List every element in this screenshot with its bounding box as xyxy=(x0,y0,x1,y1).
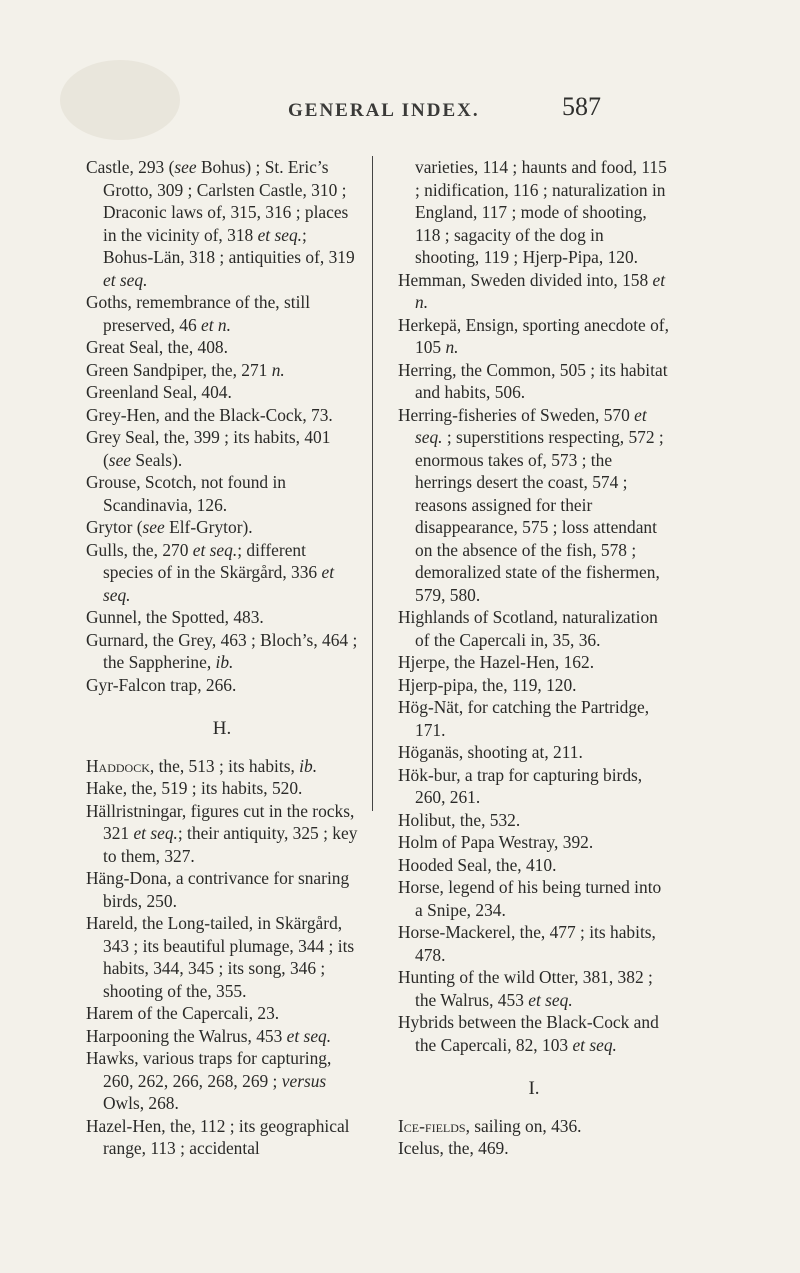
entry-italic: et seq. xyxy=(103,269,148,290)
index-entry xyxy=(398,269,670,314)
entry-text: Gunnel, the Spotted, 483. xyxy=(86,607,264,627)
entry-italic: n. xyxy=(445,337,459,357)
entry-text: Hök-bur, a trap for capturing birds, 260, 261. xyxy=(398,764,643,807)
entry-italic: et seq. xyxy=(133,823,178,843)
index-entry xyxy=(86,381,358,404)
page-number: 587 xyxy=(562,92,601,121)
entry-text: Häng-Dona, a contrivance for snaring birds, 250. xyxy=(86,868,350,911)
entry-text: Gurnard, the Grey, 463 ; Bloch’s, 464 ; the Sappherine, xyxy=(86,629,358,672)
index-entry xyxy=(86,156,358,291)
entry-italic: et seq. xyxy=(286,1025,332,1046)
index-entry xyxy=(86,336,358,359)
entry-text: Holm of Papa Westray, 392. xyxy=(398,832,594,852)
entry-text: , sailing on, 436. xyxy=(465,1115,582,1136)
entry-text: Castle, 293 ( xyxy=(86,157,175,177)
entry-text: Gulls, the, 270 xyxy=(86,539,193,560)
entry-text: Horse, legend of his being turned into a Snipe, 234. xyxy=(398,877,662,920)
entry-italic: et seq. xyxy=(572,1034,617,1055)
index-entry xyxy=(86,867,358,912)
entry-text: Icelus, the, 469. xyxy=(398,1138,509,1158)
entry-text: Herring-fisheries of Sweden, 570 xyxy=(398,404,635,425)
entry-text: Grytor ( xyxy=(86,517,143,537)
entry-italic: see xyxy=(142,517,165,537)
entry-text: Grouse, Scotch, not found in Scandinavia, 126. xyxy=(86,472,286,515)
entry-text: Hooded Seal, the, 410. xyxy=(398,854,557,875)
section-letter: H. xyxy=(212,718,232,739)
entry-text: Great Seal, the, 408. xyxy=(86,337,228,357)
index-entry xyxy=(86,1115,358,1160)
index-entry xyxy=(398,696,670,741)
index-entry xyxy=(398,831,670,854)
entry-text: Horse-Mackerel, the, 477 ; its habits, 478. xyxy=(398,922,656,965)
entry-text: Bohus) ; St. Eric’s Grotto, 309 ; Carlsten Castle, 310 ; Draconic laws of, 315, 316 ; places in the vicinity of, 318 xyxy=(103,157,349,245)
entry-text: Hällristningar, figures cut in the rocks, 321 xyxy=(86,800,355,843)
entry-italic: see xyxy=(108,449,132,470)
index-entry xyxy=(398,876,670,921)
entry-text: , the, 513 ; its habits, xyxy=(149,755,300,776)
index-entry xyxy=(398,674,670,697)
entry-italic: et seq. xyxy=(103,562,335,605)
entry-text: Green Sandpiper, the, 271 xyxy=(86,359,272,380)
index-entry xyxy=(86,674,358,697)
left-column xyxy=(86,156,358,1160)
entry-text: ; superstitions respecting, 572 ; enormous takes of, 573 ; the herrings desert the coast, 574 ; reasons assigned for their disappearance, 575 ; loss attendant on the absence of the fish, 578 ; demoralized state of the fishermen, 579, 580. xyxy=(415,427,664,605)
entry-text: Seals). xyxy=(131,449,183,470)
entry-italic: et seq. xyxy=(192,539,238,560)
entry-text: Hjerpe, the Hazel-Hen, 162. xyxy=(398,652,595,672)
right-column xyxy=(398,156,670,1160)
index-entry xyxy=(86,606,358,629)
running-head xyxy=(0,92,800,130)
entry-text: ; Bohus-Län, 318 ; antiquities of, 319 xyxy=(103,224,355,267)
entry-italic: et seq. xyxy=(415,404,647,447)
index-entry xyxy=(86,539,358,607)
entry-italic: ib. xyxy=(215,652,234,672)
index-entry xyxy=(398,1115,670,1138)
index-entry xyxy=(86,516,358,539)
entry-text: Herring, the Common, 505 ; its habitat and habits, 506. xyxy=(398,359,668,402)
entry-text: Gyr-Falcon trap, 266. xyxy=(86,674,237,695)
index-entry xyxy=(86,777,358,800)
column-rule xyxy=(372,156,373,811)
index-entry xyxy=(86,426,358,471)
entry-italic: et seq. xyxy=(528,989,573,1010)
index-entry xyxy=(398,764,670,809)
index-entry xyxy=(86,291,358,336)
index-entry xyxy=(86,1047,358,1115)
index-entry xyxy=(398,1137,670,1160)
entry-text: Hazel-Hen, the, 112 ; its geographical range, 113 ; accidental xyxy=(86,1115,350,1158)
entry-text: Hemman, Sweden divided into, 158 xyxy=(398,269,653,290)
entry-text: Goths, remembrance of the, still preserved, 46 xyxy=(86,292,311,335)
index-entry xyxy=(86,404,358,427)
entry-text: Hunting of the wild Otter, 381, 382 ; the Walrus, 453 xyxy=(398,967,653,1010)
entry-italic: versus xyxy=(281,1070,327,1091)
index-entry xyxy=(86,471,358,516)
entry-text: Hög-Nät, for catching the Partridge, 171. xyxy=(398,697,650,740)
entry-text: Harem of the Capercali, 23. xyxy=(86,1003,280,1023)
index-entry xyxy=(86,359,358,382)
index-entry xyxy=(398,809,670,832)
index-entry xyxy=(398,404,670,607)
entry-text: Highlands of Scotland, naturalization of the Capercali in, 35, 36. xyxy=(398,607,658,650)
index-entry xyxy=(86,800,358,868)
entry-text: varieties, 114 ; haunts and food, 115 ; nidification, 116 ; naturalization in England, 117 ; mode of shooting, 118 ; sagacity of the dog in shooting, 119 ; Hjerp-Pipa, 120. xyxy=(415,157,667,267)
entry-text: Höganäs, shooting at, 211. xyxy=(398,742,583,762)
entry-headword: Ice-fields xyxy=(398,1115,466,1136)
index-entry xyxy=(398,741,670,764)
entry-text: ; different species of in the Skärgård, 336 xyxy=(103,539,322,582)
entry-text: ; their antiquity, 325 ; key to them, 327. xyxy=(103,823,358,866)
entry-text: Harpooning the Walrus, 453 xyxy=(86,1025,287,1046)
entry-headword: Haddock xyxy=(86,755,150,776)
index-entry xyxy=(398,651,670,674)
entry-italic: et seq. xyxy=(257,224,303,245)
entry-text: Elf-Grytor). xyxy=(164,517,253,537)
index-entry xyxy=(86,1025,358,1048)
entry-text: Herkepä, Ensign, sporting anecdote of, 105 xyxy=(398,314,669,357)
entry-text: Hareld, the Long-tailed, in Skärgård, 343 ; its beautiful plumage, 344 ; its habits, 344, 345 ; its song, 346 ; shooting of the, 355. xyxy=(86,913,355,1001)
running-title: GENERAL INDEX. xyxy=(288,100,480,121)
entry-text: Holibut, the, 532. xyxy=(398,809,521,830)
entry-text: Owls, 268. xyxy=(103,1093,179,1113)
entry-italic: et n. xyxy=(201,314,231,335)
index-entry xyxy=(86,629,358,674)
index-entry xyxy=(398,854,670,877)
index-entry xyxy=(398,359,670,404)
entry-text: Grey Seal, the, 399 ; its habits, 401 ( xyxy=(86,427,331,470)
entry-text: Hjerp-pipa, the, 119, 120. xyxy=(398,674,577,695)
entry-text: Hybrids between the Black-Cock and the Capercali, 82, 103 xyxy=(398,1012,659,1055)
entry-text: Hawks, various traps for capturing, 260, 262, 266, 268, 269 ; xyxy=(86,1048,332,1091)
entry-text: Hake, the, 519 ; its habits, 520. xyxy=(86,778,303,798)
index-entry xyxy=(398,156,670,269)
entry-italic: ib. xyxy=(299,755,318,776)
index-entry xyxy=(398,1011,670,1056)
entry-italic: see xyxy=(174,157,197,177)
section-letter: I. xyxy=(528,1078,540,1099)
index-entry xyxy=(398,314,670,359)
entry-text: Greenland Seal, 404. xyxy=(86,382,232,402)
entry-italic: et n. xyxy=(415,269,666,312)
entry-text: Grey-Hen, and the Black-Cock, 73. xyxy=(86,404,333,425)
index-entry xyxy=(86,912,358,1002)
entry-italic: n. xyxy=(271,359,285,380)
index-entry xyxy=(86,1002,358,1025)
index-entry xyxy=(398,606,670,651)
index-entry xyxy=(398,966,670,1011)
index-entry xyxy=(398,921,670,966)
index-entry xyxy=(86,755,358,778)
